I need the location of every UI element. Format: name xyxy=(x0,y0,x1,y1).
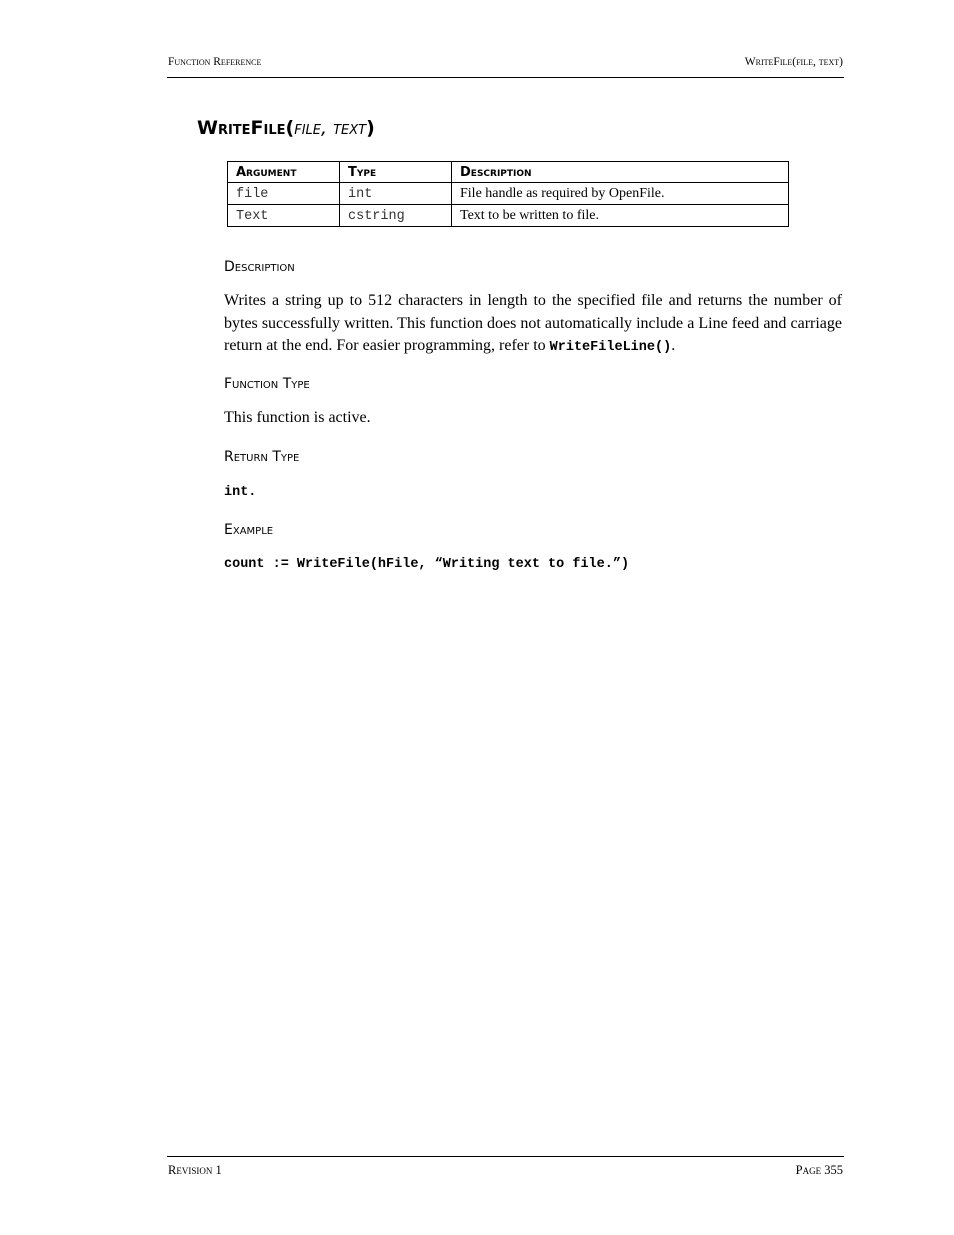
column-header-description: Description xyxy=(452,162,789,183)
function-title xyxy=(197,117,375,139)
table-header-row xyxy=(228,162,789,183)
description-text: Writes a string up to 512 characters in length to the specified file and returns the number of bytes successfully written. This function does not automatically include a Line feed and carriage return at the end. For easier programming, refer to xyxy=(224,292,842,354)
column-header-argument: Argument xyxy=(228,162,340,183)
code-reference: WriteFileLine() xyxy=(549,340,672,355)
description-paragraph xyxy=(224,290,842,360)
example-code: count := WriteFile(hFile, “Writing text to file.”) xyxy=(224,557,630,572)
function-title-name: WriteFile( xyxy=(197,117,295,139)
return-type-heading: Return Type xyxy=(224,449,300,465)
table-row xyxy=(228,183,789,205)
footer-revision: Revision 1 xyxy=(168,1163,222,1177)
table-row xyxy=(228,205,789,227)
description-text-end: . xyxy=(671,337,676,354)
description-cell: Text to be written to file. xyxy=(452,205,789,227)
column-header-type: Type xyxy=(340,162,452,183)
arguments-table xyxy=(227,161,789,227)
description-heading: Description xyxy=(224,259,295,275)
function-type-text: This function is active. xyxy=(224,409,371,426)
header-section-title: Function Reference xyxy=(168,56,262,68)
example-heading: Example xyxy=(224,522,274,538)
type-cell: cstring xyxy=(340,205,452,227)
argument-cell: Text xyxy=(228,205,340,227)
footer-page-number: Page 355 xyxy=(795,1163,843,1177)
return-type-value: int. xyxy=(224,485,257,500)
header-function-name: WriteFile(file, text) xyxy=(744,56,843,68)
page-footer xyxy=(167,1156,844,1177)
function-title-close: ) xyxy=(366,117,375,139)
type-cell: int xyxy=(340,183,452,205)
argument-cell: file xyxy=(228,183,340,205)
page-header xyxy=(167,56,844,78)
function-title-args: file, text xyxy=(294,117,367,139)
description-cell: File handle as required by OpenFile. xyxy=(452,183,789,205)
function-type-heading: Function Type xyxy=(224,376,310,392)
